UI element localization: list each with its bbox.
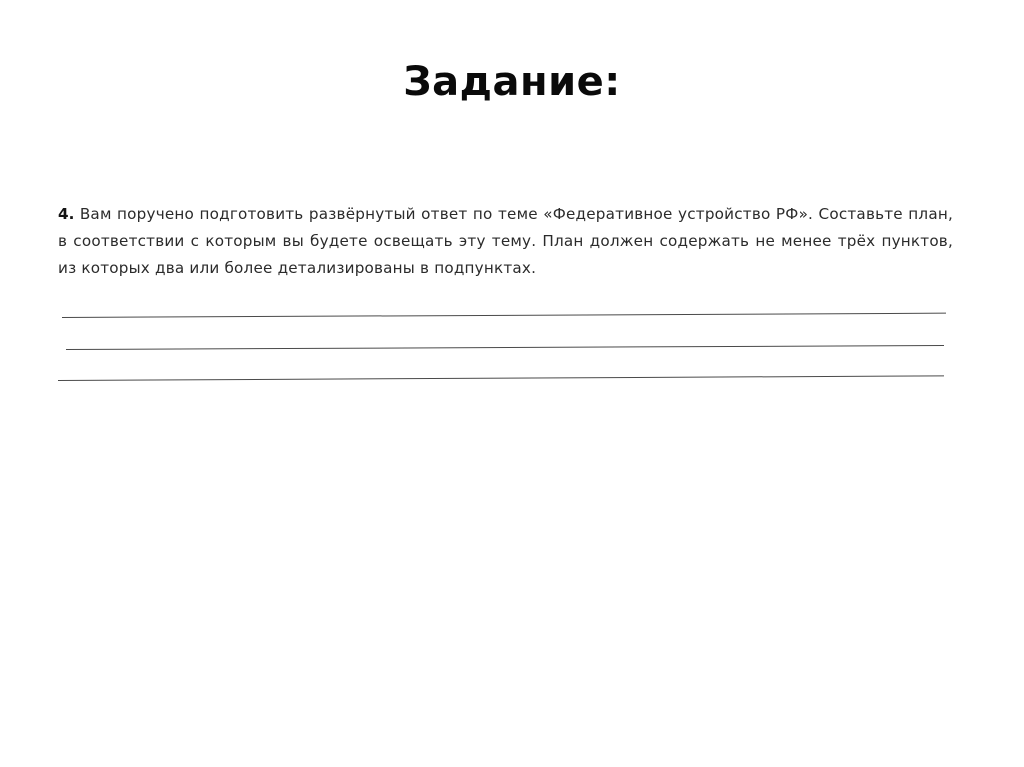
answer-line-2 bbox=[66, 345, 944, 350]
task-number: 4. bbox=[58, 205, 75, 224]
task-text bbox=[58, 201, 953, 282]
page-title: Задание: bbox=[403, 59, 621, 105]
task-body: Вам поручено подготовить развёрнутый ответ по теме «Федеративное устройство РФ». Составьте план, в соответствии с которым вы будете освещать эту тему. План должен содержать не менее трёх пунктов, из которых два или более детализированы в подпунктах. bbox=[58, 205, 953, 278]
task-scan-block bbox=[58, 186, 953, 298]
answer-ruling-lines bbox=[58, 300, 953, 400]
answer-line-3 bbox=[58, 375, 944, 381]
answer-line-1 bbox=[62, 313, 946, 318]
